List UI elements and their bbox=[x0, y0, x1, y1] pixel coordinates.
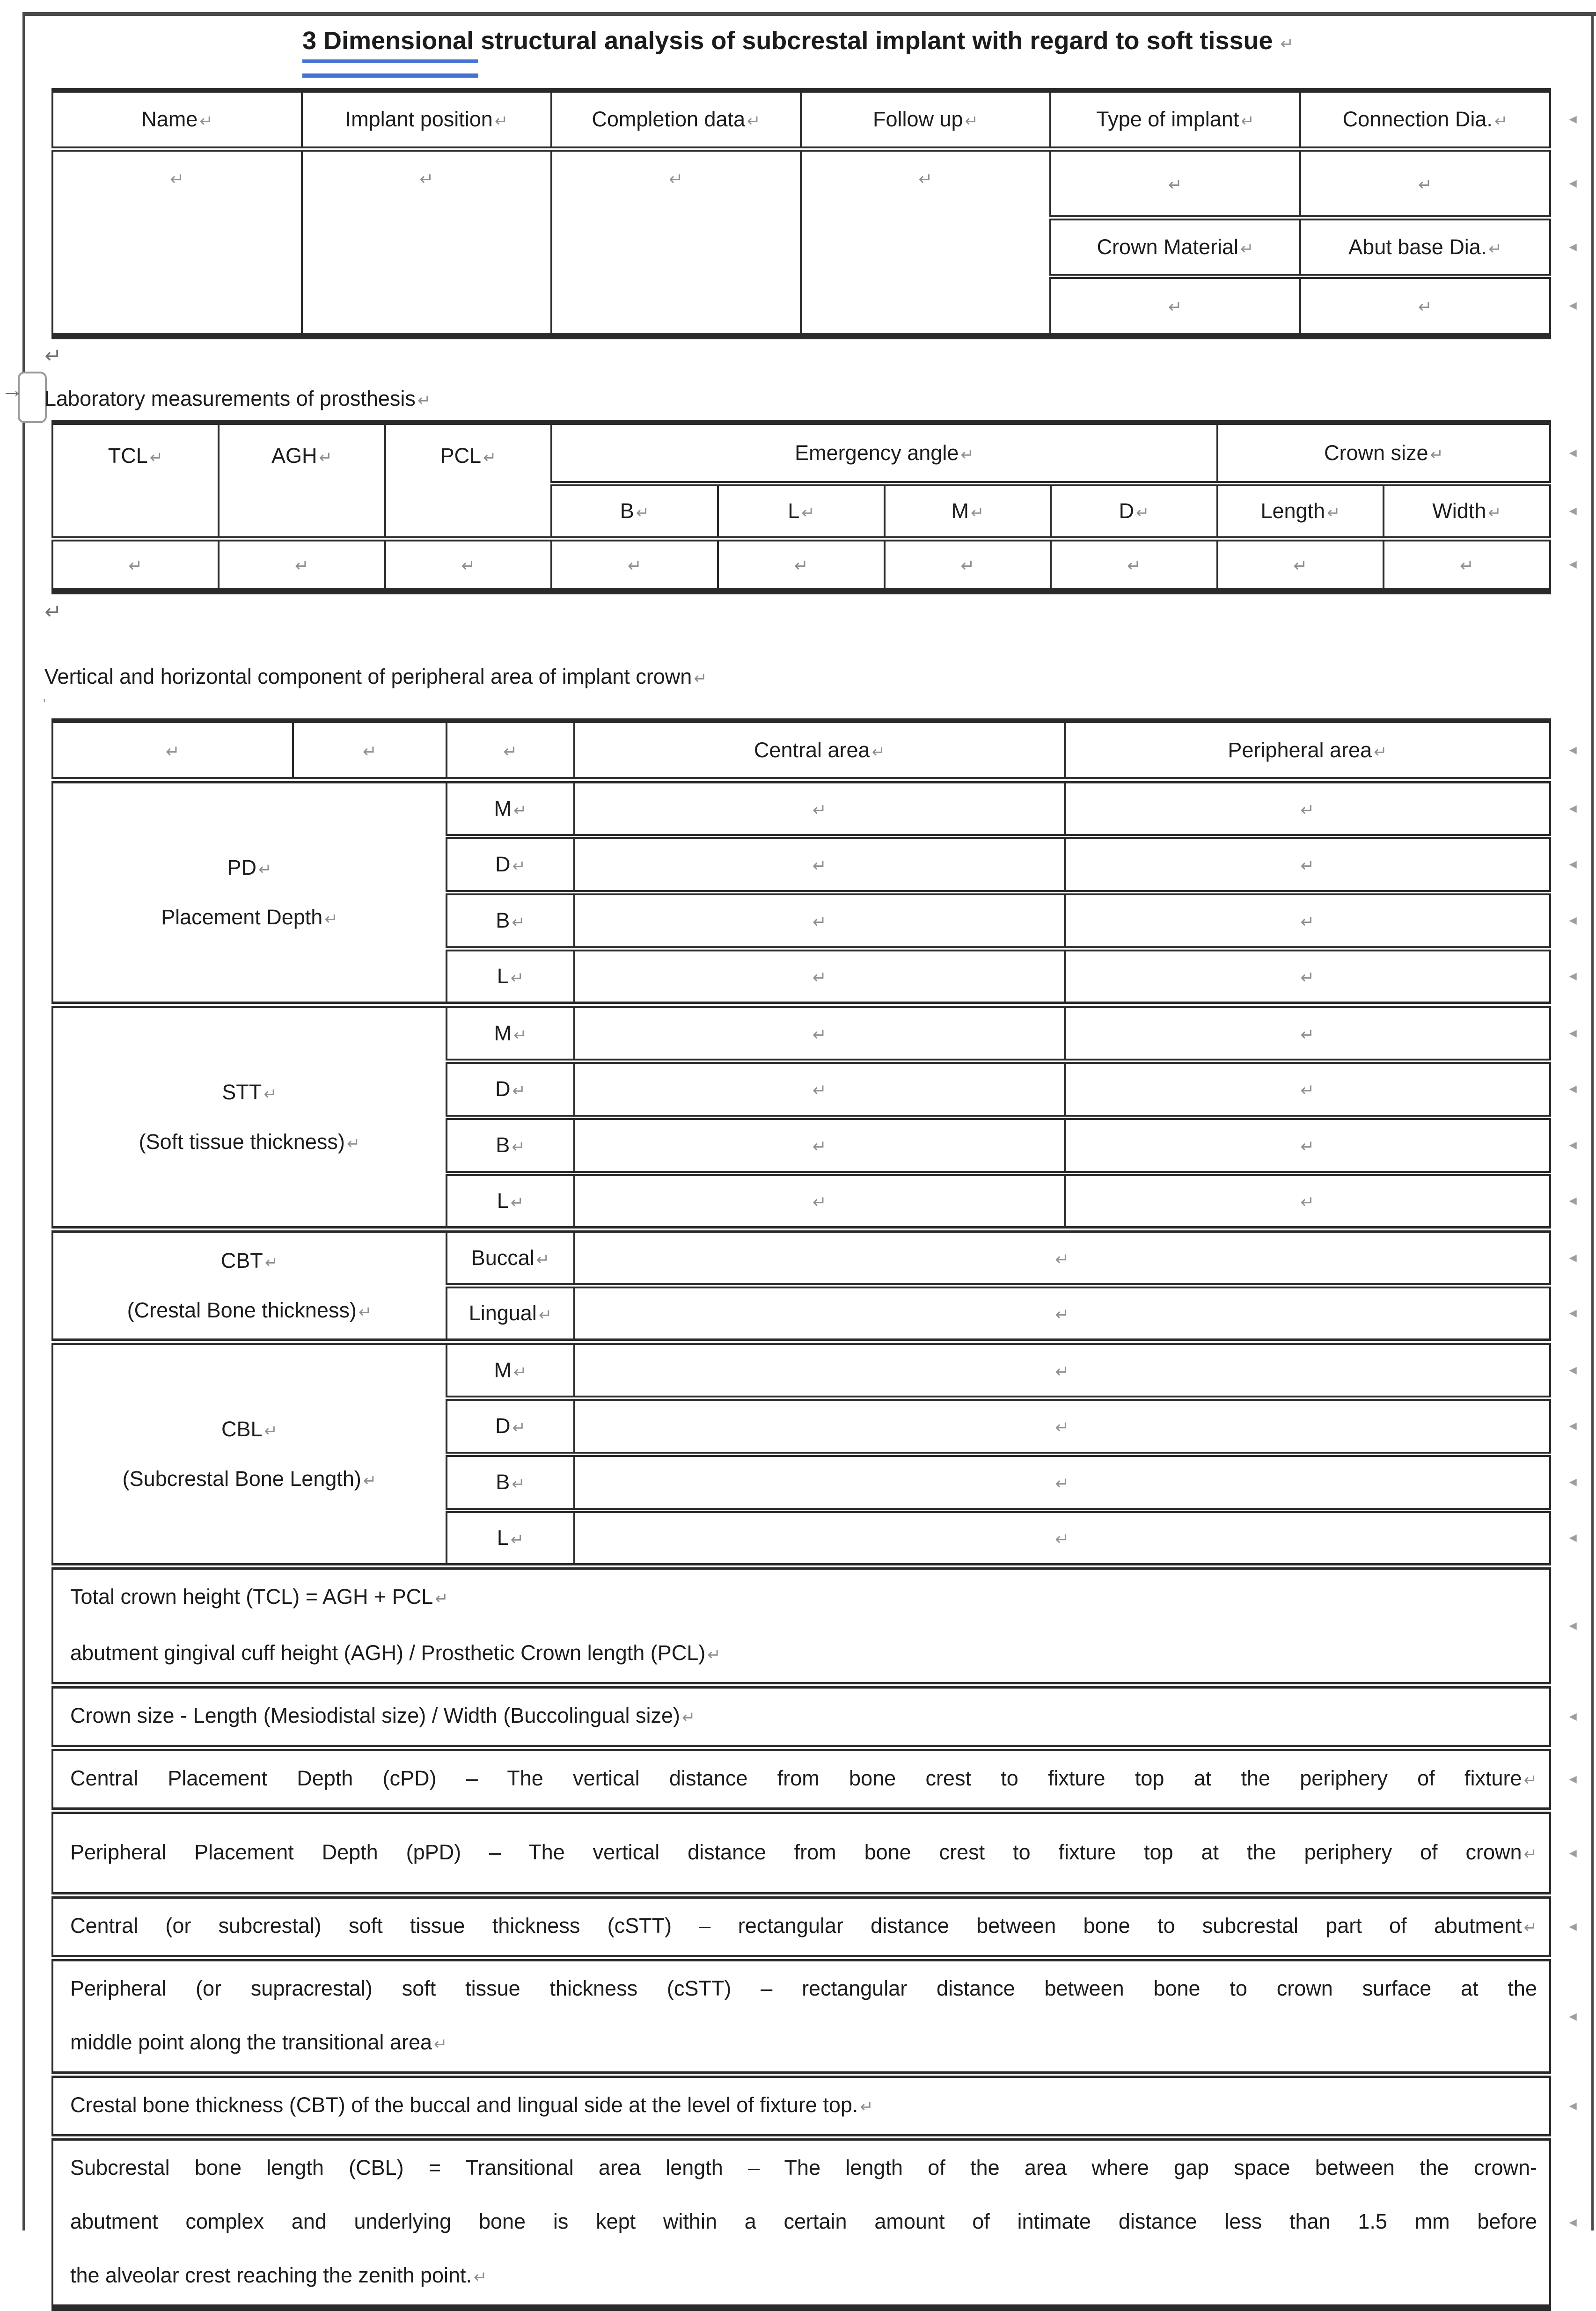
sublabel-cbl-m: M ↵ bbox=[447, 1342, 574, 1398]
document-title bbox=[0, 26, 1596, 55]
row-end-mark bbox=[1567, 1921, 1579, 1933]
cell-stt-l-peripheral[interactable] bbox=[1065, 1173, 1550, 1229]
table-row bbox=[52, 2075, 1550, 2137]
row-end-mark bbox=[1567, 1420, 1579, 1433]
tick-mark: ' bbox=[43, 696, 46, 712]
cell-abut-base-dia-value[interactable] bbox=[1300, 276, 1550, 336]
cell-cbl-l-value[interactable] bbox=[574, 1510, 1550, 1566]
header-crown-size: Crown size ↵ ◄ bbox=[1217, 423, 1550, 483]
row-end-mark bbox=[1567, 241, 1579, 253]
cell-stt-l-central[interactable] bbox=[574, 1173, 1065, 1229]
header-central-area: Central area ↵ bbox=[574, 721, 1065, 780]
sublabel-pd-m: M ↵ bbox=[447, 780, 574, 836]
table-row bbox=[52, 1748, 1550, 1811]
row-end-mark bbox=[1567, 1620, 1579, 1632]
row-end-mark bbox=[1567, 113, 1579, 126]
cell-crown-material-value[interactable] bbox=[1050, 276, 1300, 336]
table-row bbox=[52, 149, 1550, 218]
cell-pcl-value[interactable] bbox=[385, 539, 551, 591]
footnote-cstt-central: Central (or subcrestal) soft tissue thickness (cSTT) – rectangular distance between bone to subcrestal part of abutment ↵ ◄ bbox=[52, 1895, 1550, 1958]
row-end-mark bbox=[1567, 970, 1579, 983]
table-row bbox=[52, 539, 1550, 591]
row-end-mark bbox=[1567, 1773, 1579, 1786]
cell-cbl-d-value[interactable] bbox=[574, 1398, 1550, 1454]
footnote-cstt-peripheral: Peripheral (or supracrestal) soft tissue thickness (cSTT) – rectangular distance between bone to crown surface at the middle point along the transitional area ↵ ◄ bbox=[52, 1958, 1550, 2075]
cell-stt-d-peripheral[interactable] bbox=[1065, 1061, 1550, 1117]
sublabel-stt-b: B ↵ bbox=[447, 1117, 574, 1173]
row-end-mark bbox=[1567, 1307, 1579, 1320]
cell-pd-l-peripheral[interactable] bbox=[1065, 949, 1550, 1005]
table-row bbox=[52, 721, 1550, 780]
row-end-mark bbox=[1567, 300, 1579, 312]
footnote-ppd: Peripheral Placement Depth (pPD) – The vertical distance from bone crest to fixture top at the periphery of crown ↵ ◄ bbox=[52, 1811, 1550, 1895]
cell-cbl-m-value[interactable] bbox=[574, 1342, 1550, 1398]
header-blank-2 bbox=[293, 721, 447, 780]
table-row bbox=[52, 1342, 1550, 1398]
label-pd: PD ↵ Placement Depth ↵ bbox=[52, 780, 447, 1005]
header-peripheral-area: Peripheral area ↵ ◄ bbox=[1065, 721, 1550, 780]
row-end-mark bbox=[1567, 1139, 1579, 1152]
cell-pd-b-central[interactable] bbox=[574, 892, 1065, 949]
cell-angle-d-value[interactable] bbox=[1051, 539, 1217, 591]
row-end-mark bbox=[1567, 1364, 1579, 1376]
table-row bbox=[52, 423, 1550, 483]
row-end-mark bbox=[1567, 802, 1579, 815]
row-end-mark bbox=[1567, 1251, 1579, 1264]
footnote-tcl: Total crown height (TCL) = AGH + PCL ↵ abutment gingival cuff height (AGH) / Prosthetic Crown length (PCL) ↵ ◄ bbox=[52, 1566, 1550, 1685]
cell-stt-b-peripheral[interactable] bbox=[1065, 1117, 1550, 1173]
cell-implant-position-value[interactable] bbox=[302, 149, 551, 336]
row-end-mark bbox=[1567, 2010, 1579, 2023]
label-stt: STT ↵ (Soft tissue thickness) ↵ bbox=[52, 1005, 447, 1229]
sublabel-cbl-l: L ↵ bbox=[447, 1510, 574, 1566]
table-row bbox=[52, 2137, 1550, 2308]
header-completion-data: Completion data ↵ bbox=[551, 90, 801, 149]
table-row bbox=[52, 780, 1550, 836]
paragraph-mark: ↵ bbox=[44, 600, 62, 623]
table-row bbox=[52, 90, 1550, 149]
title-rest: structural analysis of subcrestal implant with regard to soft tissue ↵ bbox=[474, 27, 1294, 55]
row-end-mark bbox=[1567, 914, 1579, 927]
cell-completion-data-value[interactable] bbox=[551, 149, 801, 336]
component-measurements-table bbox=[51, 718, 1551, 2311]
header-implant-position: Implant position ↵ bbox=[302, 90, 551, 149]
table-row bbox=[52, 1958, 1550, 2075]
cell-stt-m-central[interactable] bbox=[574, 1005, 1065, 1061]
header-tcl: TCL ↵ bbox=[52, 423, 219, 539]
header-b: B ↵ bbox=[551, 483, 718, 539]
sublabel-cbt-buccal: Buccal ↵ bbox=[447, 1229, 574, 1286]
cell-tcl-value[interactable] bbox=[52, 539, 219, 591]
page-border-left bbox=[22, 12, 25, 2231]
footnote-cbt: Crestal bone thickness (CBT) of the buccal and lingual side at the level of fixture top. ↵ ◄ bbox=[52, 2075, 1550, 2137]
header-type-of-implant: Type of implant ↵ bbox=[1050, 90, 1300, 149]
row-end-mark bbox=[1567, 1847, 1579, 1859]
cell-follow-up-value[interactable] bbox=[801, 149, 1050, 336]
sublabel-pd-l: L ↵ bbox=[447, 949, 574, 1005]
cell-angle-b-value[interactable] bbox=[551, 539, 718, 591]
page-border-top bbox=[22, 12, 1596, 16]
row-end-mark bbox=[1567, 1083, 1579, 1096]
sublabel-cbl-d: D ↵ bbox=[447, 1398, 574, 1454]
table-row bbox=[52, 1895, 1550, 1958]
cell-cbl-b-value[interactable] bbox=[574, 1454, 1550, 1510]
sublabel-stt-m: M ↵ bbox=[447, 1005, 574, 1061]
header-connection-dia: Connection Dia. ↵ ◄ bbox=[1300, 90, 1550, 149]
row-end-mark bbox=[1567, 1476, 1579, 1489]
cell-cbt-buccal-value[interactable] bbox=[574, 1229, 1550, 1286]
header-name: Name ↵ bbox=[52, 90, 302, 149]
table-row bbox=[52, 1811, 1550, 1895]
implant-info-table bbox=[51, 88, 1551, 339]
row-end-mark bbox=[1567, 446, 1579, 459]
cell-pd-m-peripheral[interactable] bbox=[1065, 780, 1550, 836]
sublabel-stt-l: L ↵ bbox=[447, 1173, 574, 1229]
row-end-mark bbox=[1567, 2100, 1579, 2113]
row-end-mark bbox=[1567, 744, 1579, 756]
cell-cbt-lingual-value[interactable] bbox=[574, 1286, 1550, 1342]
sublabel-stt-d: D ↵ bbox=[447, 1061, 574, 1117]
cell-pd-l-central[interactable] bbox=[574, 949, 1065, 1005]
cell-stt-b-central[interactable] bbox=[574, 1117, 1065, 1173]
row-end-mark bbox=[1567, 2216, 1579, 2229]
sublabel-cbt-lingual: Lingual ↵ bbox=[447, 1286, 574, 1342]
title-underlined-phrase: 3 Dimensional bbox=[302, 27, 474, 55]
section-heading-vertical: Vertical and horizontal component of peripheral area of implant crown ↵ bbox=[44, 665, 707, 689]
header-d: D ↵ bbox=[1051, 483, 1217, 539]
cell-agh-value[interactable] bbox=[219, 539, 385, 591]
table-row bbox=[52, 1005, 1550, 1061]
header-follow-up: Follow up ↵ bbox=[801, 90, 1050, 149]
page-border-right bbox=[1591, 12, 1594, 2231]
tab-arrow-icon: → bbox=[1, 378, 23, 402]
header-blank-3 bbox=[447, 721, 574, 780]
header-agh: AGH ↵ bbox=[219, 423, 385, 539]
cell-angle-l-value[interactable] bbox=[718, 539, 885, 591]
row-end-mark bbox=[1567, 1532, 1579, 1544]
header-blank-1 bbox=[52, 721, 293, 780]
cell-type-of-implant-value[interactable] bbox=[1050, 149, 1300, 218]
cell-pd-b-peripheral[interactable] bbox=[1065, 892, 1550, 949]
row-end-mark bbox=[1567, 858, 1579, 871]
laboratory-measurements-table bbox=[51, 420, 1551, 594]
sublabel-pd-b: B ↵ bbox=[447, 892, 574, 949]
table-row bbox=[52, 1566, 1550, 1685]
header-emergency-angle: Emergency angle ↵ bbox=[551, 423, 1217, 483]
section-heading-laboratory: Laboratory measurements of prosthesis ↵ bbox=[44, 387, 431, 411]
row-end-mark bbox=[1567, 558, 1579, 571]
cell-pd-d-peripheral[interactable] bbox=[1065, 836, 1550, 892]
header-width: Width ↵ ◄ bbox=[1384, 483, 1550, 539]
sublabel-cbl-b: B ↵ bbox=[447, 1454, 574, 1510]
table-row bbox=[52, 1229, 1550, 1286]
footnote-cbl: Subcrestal bone length (CBL) = Transitional area length – The length of the area where gap space between the crown- abutment complex and underlying bone is kept within a certain amount of intimate distance less than 1.5 mm before the alveolar crest reaching the zenith point. ↵ ◄ bbox=[52, 2137, 1550, 2308]
cell-crown-length-value[interactable] bbox=[1217, 539, 1384, 591]
cell-name-value[interactable] bbox=[52, 149, 302, 336]
cell-stt-d-central[interactable] bbox=[574, 1061, 1065, 1117]
cell-pd-m-central[interactable] bbox=[574, 780, 1065, 836]
cell-crown-width-value[interactable] bbox=[1384, 539, 1550, 591]
header-m: M ↵ bbox=[885, 483, 1051, 539]
paragraph-mark: ↵ bbox=[44, 344, 62, 367]
header-abut-base-dia: Abut base Dia. ↵ ◄ bbox=[1300, 218, 1550, 276]
cell-pd-d-central[interactable] bbox=[574, 836, 1065, 892]
cell-stt-m-peripheral[interactable] bbox=[1065, 1005, 1550, 1061]
header-crown-material: Crown Material ↵ bbox=[1050, 218, 1300, 276]
sublabel-pd-d: D ↵ bbox=[447, 836, 574, 892]
row-end-mark bbox=[1567, 177, 1579, 190]
label-cbl: CBL ↵ (Subcrestal Bone Length) ↵ bbox=[52, 1342, 447, 1566]
header-l: L ↵ bbox=[718, 483, 885, 539]
header-length: Length ↵ bbox=[1217, 483, 1384, 539]
cell-connection-dia-value[interactable] bbox=[1300, 149, 1550, 218]
header-pcl: PCL ↵ bbox=[385, 423, 551, 539]
row-end-mark bbox=[1567, 1027, 1579, 1039]
table-row bbox=[52, 1685, 1550, 1748]
row-end-mark bbox=[1567, 1195, 1579, 1207]
footnote-crown-size: Crown size - Length (Mesiodistal size) / Width (Buccolingual size) ↵ ◄ bbox=[52, 1685, 1550, 1748]
cell-angle-m-value[interactable] bbox=[885, 539, 1051, 591]
row-end-mark bbox=[1567, 505, 1579, 518]
footnote-cpd: Central Placement Depth (cPD) – The vertical distance from bone crest to fixture top at the periphery of fixture ↵ ◄ bbox=[52, 1748, 1550, 1811]
label-cbt: CBT ↵ (Crestal Bone thickness) ↵ bbox=[52, 1229, 447, 1342]
row-end-mark bbox=[1567, 1711, 1579, 1723]
